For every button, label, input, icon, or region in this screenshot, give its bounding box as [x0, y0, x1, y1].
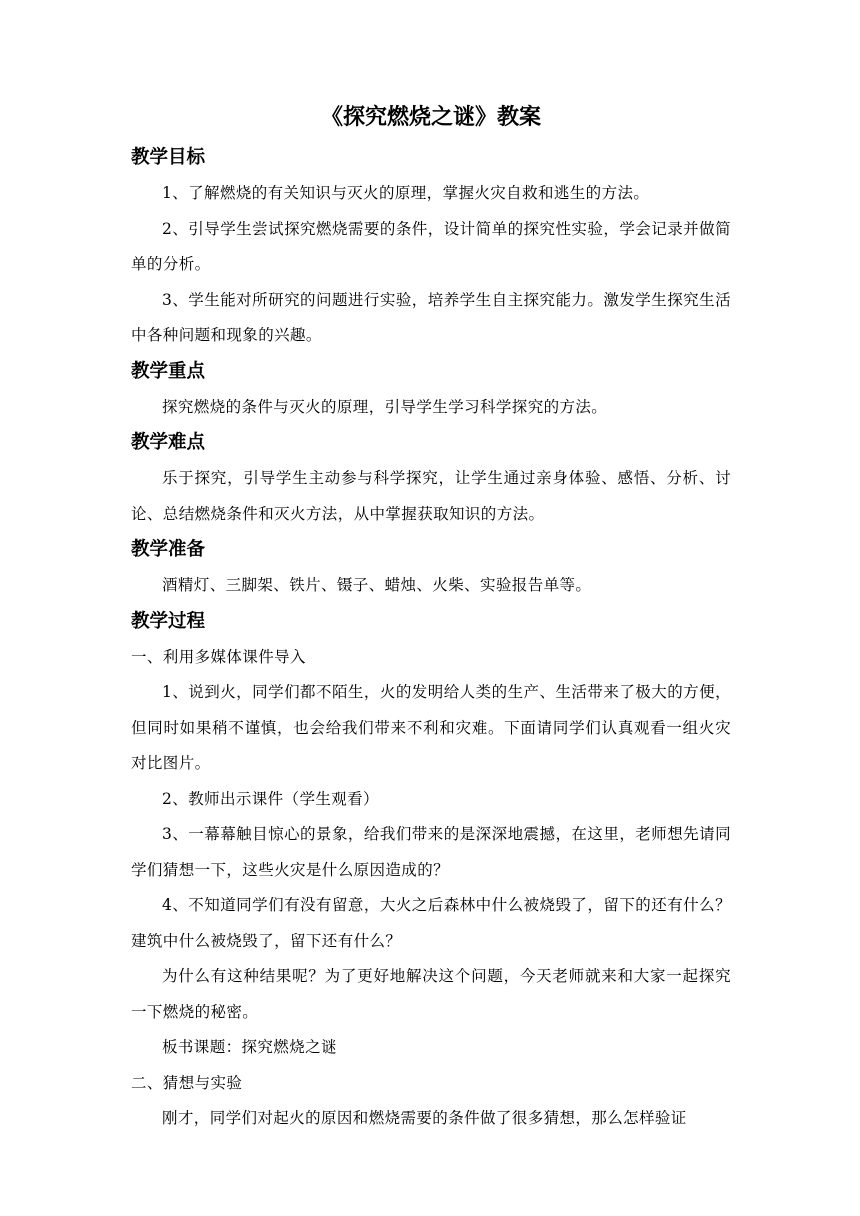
section-heading-process: 教学过程 [131, 610, 206, 632]
section-heading-difficulties: 教学难点 [131, 432, 206, 453]
process-part-title: 一、利用多媒体课件导入 [131, 647, 306, 666]
process-item: 2、教师出示课件（学生观看） [162, 789, 379, 808]
process-item: 4、不知道同学们有没有留意，大火之后森林中什么被烧毁了，留下的还有什么？建筑中什么被烧毁了，留下还有什么？ [131, 896, 731, 950]
document-title: 《探究燃烧之谜》教案 [320, 105, 541, 130]
section-heading-preparation: 教学准备 [131, 539, 206, 560]
section-heading-key-points: 教学重点 [131, 360, 206, 382]
process-item: 1、说到火，同学们都不陌生，火的发明给人类的生产、生活带来了极大的方便，但同时如果稍不谨慎，也会给我们带来不利和灾难。下面请同学们认真观看一组火灾对比图片。 [131, 683, 731, 772]
process-item: 板书课题：探究燃烧之谜 [162, 1038, 337, 1056]
document-page [131, 100, 731, 1137]
goal-item: 1、了解燃烧的有关知识与灭火的原理，掌握火灾自救和逃生的方法。 [162, 184, 650, 202]
goal-item: 3、学生能对所研究的问题进行实验，培养学生自主探究能力。激发学生探究生活中各种问题和现象的兴趣。 [131, 290, 731, 344]
process-item: 为什么有这种结果呢？为了更好地解决这个问题，今天老师就来和大家一起探究一下燃烧的秘密。 [131, 967, 731, 1021]
section-heading-goals: 教学目标 [131, 147, 206, 168]
difficulties-text: 乐于探究，引导学生主动参与科学探究，让学生通过亲身体验、感悟、分析、讨论、总结燃烧条件和灭火方法，从中掌握获取知识的方法。 [131, 469, 731, 523]
process-item: 3、一幕幕触目惊心的景象，给我们带来的是深深地震撼，在这里，老师想先请同学们猜想一下，这些火灾是什么原因造成的？ [131, 825, 731, 879]
goal-item: 2、引导学生尝试探究燃烧需要的条件，设计简单的探究性实验，学会记录并做简单的分析。 [131, 219, 731, 273]
key-points-text: 探究燃烧的条件与灭火的原理，引导学生学习科学探究的方法。 [162, 397, 608, 416]
process-text: 刚才，同学们对起火的原因和燃烧需要的条件做了很多猜想，那么怎样验证 [162, 1109, 687, 1127]
preparation-text: 酒精灯、三脚架、铁片、镊子、蜡烛、火柴、实验报告单等。 [162, 576, 592, 594]
process-part-title: 二、猜想与实验 [131, 1073, 243, 1092]
